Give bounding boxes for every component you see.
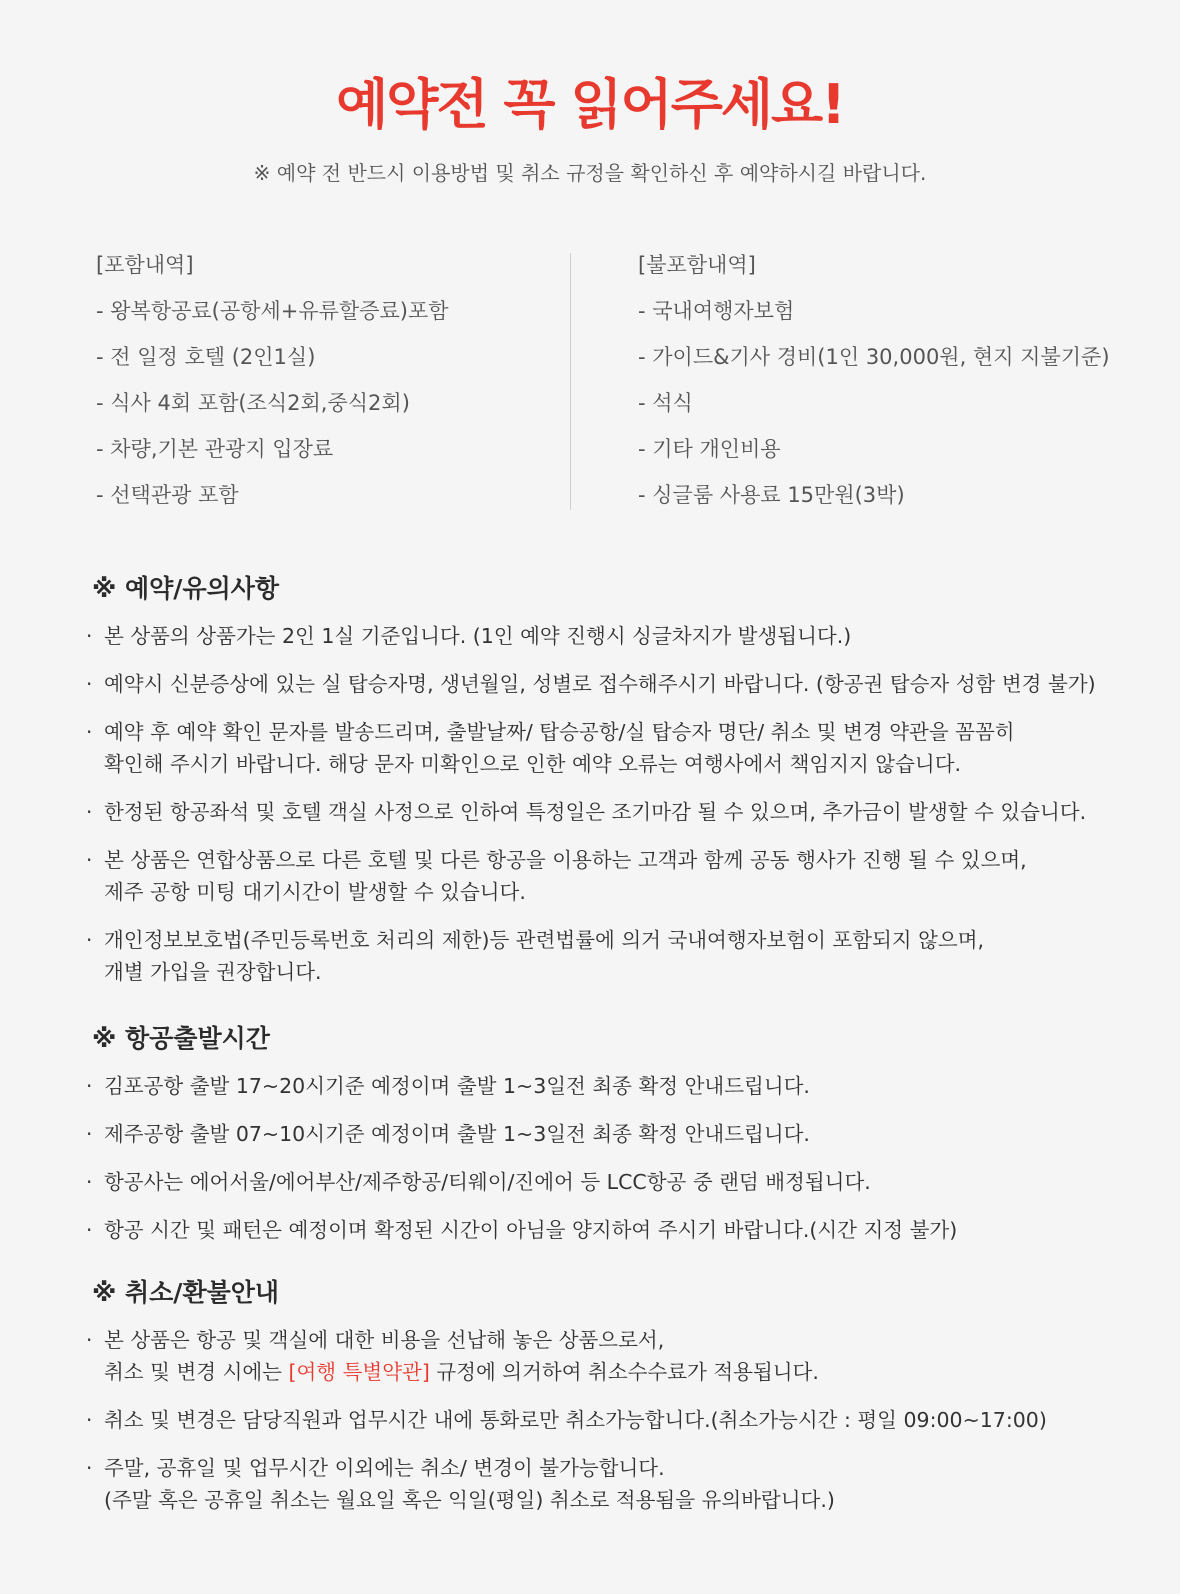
refund-text: (주말 혹은 공휴일 취소는 월요일 혹은 익일(평일) 취소로 적용됨을 유의바랍니다.) [104,1488,835,1512]
notice-item [86,924,1146,988]
refund-item [86,1452,1146,1516]
included-list [96,296,556,510]
column-divider [570,253,571,510]
refund-text [104,1356,1146,1388]
bullet-icon: · [86,800,93,824]
notice-text: 제주 공항 미팅 대기시간이 발생할 수 있습니다. [104,880,526,904]
page-subtitle: ※ 예약 전 반드시 이용방법 및 취소 규정을 확인하신 후 예약하시길 바랍니다. [253,161,927,185]
bullet-icon: · [86,624,93,648]
refund-text: 본 상품은 항공 및 객실에 대한 비용을 선납해 놓은 상품으로서, [104,1328,665,1352]
included-heading: [포함내역] [96,253,194,277]
bullet-icon: · [86,1170,93,1194]
notice-text: 확인해 주시기 바랍니다. 해당 문자 미확인으로 인한 예약 오류는 여행사에서 책임지지 않습니다. [104,752,962,776]
flight-section [86,1022,1146,1262]
excluded-item: - 국내여행자보험 [638,299,795,323]
bullet-icon: · [86,848,93,872]
notice-text: 개별 가입을 권장합니다. [104,960,322,984]
notice-item [86,796,1146,828]
refund-text: 주말, 공휴일 및 업무시간 이외에는 취소/ 변경이 불가능합니다. [104,1456,665,1480]
refund-section [86,1276,1146,1532]
flight-item [86,1118,1146,1150]
flight-item [86,1070,1146,1102]
refund-text-pre: 취소 및 변경 시에는 [104,1360,289,1384]
excluded-item: - 싱글룸 사용료 15만원(3박) [638,483,905,507]
included-item: - 선택관광 포함 [96,483,239,507]
bullet-icon: · [86,1456,93,1480]
refund-list [86,1324,1146,1516]
bullet-icon: · [86,1328,93,1352]
excluded-list [638,296,1158,510]
flight-item-highlight [86,1214,1146,1246]
included-item: - 왕복항공료(공항세+유류할증료)포함 [96,299,449,323]
notice-text: 예약시 신분증상에 있는 실 탑승자명, 생년월일, 성별로 접수해주시기 바랍니다. (항공권 탑승자 성함 변경 불가) [104,672,1096,696]
page-title: 예약전 꼭 읽어주세요! [336,73,844,136]
notice-list [86,620,1146,988]
excluded-item: - 기타 개인비용 [638,437,781,461]
flight-text: 제주공항 출발 07~10시기준 예정이며 출발 1~3일전 최종 확정 안내드립니다. [104,1122,810,1146]
notice-text: 예약 후 예약 확인 문자를 발송드리며, 출발날짜/ 탑승공항/실 탑승자 명단/ 취소 및 변경 약관을 꼼꼼히 [104,720,1015,744]
excluded-column [638,250,1158,526]
refund-heading: ※ 취소/환불안내 [92,1278,280,1307]
bullet-icon: · [86,672,93,696]
included-column [96,250,556,526]
bullet-icon: · [86,1218,93,1242]
refund-item-highlight [86,1404,1146,1436]
bullet-icon: · [86,928,93,952]
included-item: - 전 일정 호텔 (2인1실) [96,345,316,369]
excluded-heading: [불포함내역] [638,253,756,277]
bullet-icon: · [86,1408,93,1432]
flight-text: 김포공항 출발 17~20시기준 예정이며 출발 1~3일전 최종 확정 안내드립니다. [104,1074,810,1098]
notice-section [86,572,1146,1004]
notice-text: 본 상품의 상품가는 2인 1실 기준입니다. (1인 예약 진행시 싱글차지가 발생됩니다.) [104,624,852,648]
notice-text: 개인정보보호법(주민등록번호 처리의 제한)등 관련법률에 의거 국내여행자보험이 포함되지 않으며, [104,928,985,952]
refund-item [86,1324,1146,1388]
refund-text-post: 규정에 의거하여 취소수수료가 적용됩니다. [429,1360,819,1384]
notice-item [86,844,1146,908]
notice-item [86,716,1146,780]
refund-text-highlight: 취소 및 변경은 담당직원과 업무시간 내에 통화로만 취소가능합니다.(취소가능시간 : 평일 09:00~17:00) [104,1408,1047,1432]
excluded-item: - 석식 [638,391,693,415]
flight-list [86,1070,1146,1246]
flight-heading: ※ 항공출발시간 [92,1024,270,1053]
notice-item [86,668,1146,700]
flight-item [86,1166,1146,1198]
flight-text: 항공사는 에어서울/에어부산/제주항공/티웨이/진에어 등 LCC항공 중 랜덤 배정됩니다. [104,1170,871,1194]
bullet-icon: · [86,720,93,744]
notice-item [86,620,1146,652]
flight-text-highlight: 항공 시간 및 패턴은 예정이며 확정된 시간이 아님을 양지하여 주시기 바랍니다.(시간 지정 불가) [104,1218,958,1242]
special-terms-link[interactable]: [여행 특별약관] [288,1360,430,1384]
notice-text: 본 상품은 연합상품으로 다른 호텔 및 다른 항공을 이용하는 고객과 함께 공동 행사가 진행 될 수 있으며, [104,848,1027,872]
included-item: - 식사 4회 포함(조식2회,중식2회) [96,391,410,415]
notice-heading: ※ 예약/유의사항 [92,574,280,603]
bullet-icon: · [86,1074,93,1098]
notice-text: 한정된 항공좌석 및 호텔 객실 사정으로 인하여 특정일은 조기마감 될 수 있으며, 추가금이 발생할 수 있습니다. [104,800,1087,824]
excluded-item: - 가이드&기사 경비(1인 30,000원, 현지 지불기준) [638,345,1110,369]
bullet-icon: · [86,1122,93,1146]
included-item: - 차량,기본 관광지 입장료 [96,437,334,461]
